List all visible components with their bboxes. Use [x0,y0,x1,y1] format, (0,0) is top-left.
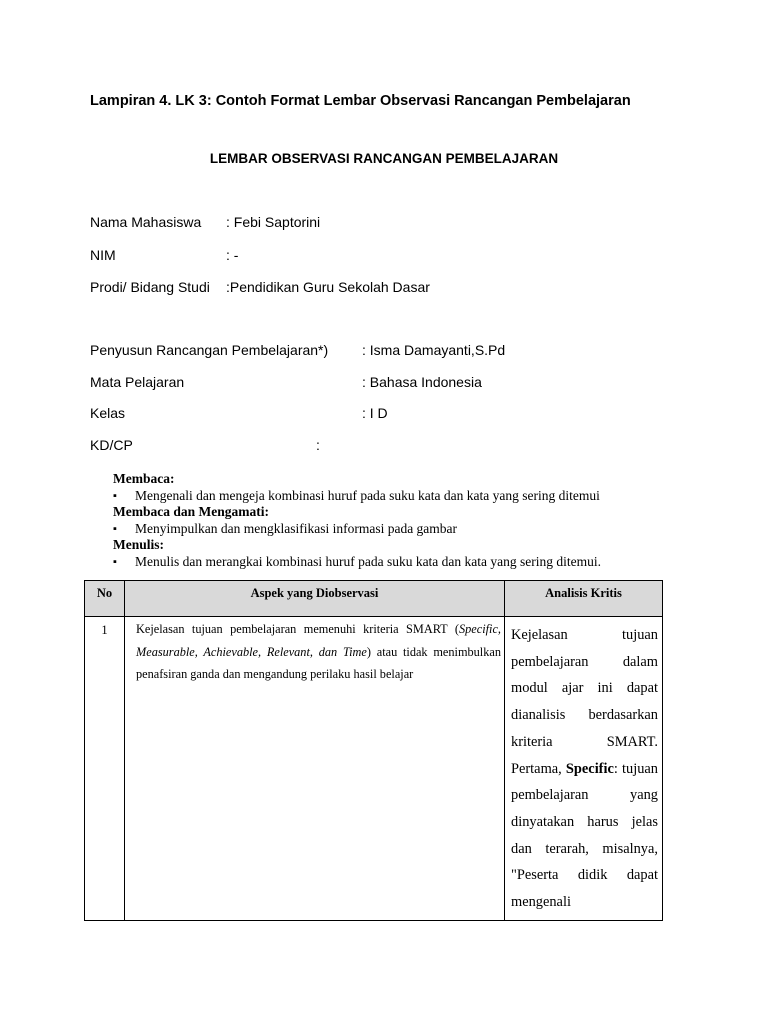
nim-value: : - [226,247,239,263]
aspek-cell [125,617,505,921]
cp-item: ▪ Menyimpulkan dan mengklasifikasi informasi pada gambar [113,521,601,538]
analisis-text: Kejelasan tujuan pembelajaran dalam modul ajar ini dapat dianalisis berdasarkan kriteria SMART. Pertama, [511,627,658,777]
cp-heading: Menulis: [113,537,165,552]
prodi-value: :Pendidikan Guru Sekolah Dasar [226,279,430,295]
observation-table [84,580,663,921]
column-header-analisis: Analisis Kritis [505,581,663,617]
cp-heading: Membaca: [113,471,175,486]
smart-criteria: Specific, Measurable, Achievable, Relevant, dan Time [136,622,501,659]
nama-label: Nama Mahasiswa [90,214,202,230]
table-header-row [85,581,663,617]
analisis-cell [505,617,663,921]
column-header-aspek: Aspek yang Diobservasi [125,581,505,617]
nama-value: : Febi Saptorini [226,214,321,230]
kdcp-label: KD/CP [90,437,133,453]
cp-item: ▪ Menulis dan merangkai kombinasi huruf pada suku kata dan kata yang sering ditemui. [113,554,601,571]
table-row [85,617,663,921]
row-number: 1 [85,617,125,921]
document-title: Lampiran 4. LK 3: Contoh Format Lembar Observasi Rancangan Pembelajaran [90,93,631,109]
form-title: LEMBAR OBSERVASI RANCANGAN PEMBELAJARAN [209,151,559,166]
column-header-no: No [85,581,125,617]
kdcp-value: : [316,437,320,453]
penyusun-value: : Isma Damayanti,S.Pd [362,342,506,358]
nim-label: NIM [90,247,116,263]
kd-cp-list [113,471,601,570]
kelas-label: Kelas [90,405,126,421]
analisis-keyword: Specific [565,760,614,777]
cp-item: ▪ Mengenali dan mengeja kombinasi huruf pada suku kata dan kata yang sering ditemui [113,488,601,505]
penyusun-label: Penyusun Rancangan Pembelajaran*) [90,342,329,358]
aspek-text-rest: ) atau tidak menimbulkan penafsiran ganda dan mengandung perilaku hasil belajar [136,644,501,682]
aspek-text: Kejelasan tujuan pembelajaran memenuhi kriteria SMART ( [136,622,459,636]
prodi-label: Prodi/ Bidang Studi [90,279,210,295]
kelas-value: : I D [362,405,388,421]
mapel-label: Mata Pelajaran [90,374,185,390]
cp-heading: Membaca dan Mengamati: [113,504,269,519]
mapel-value: : Bahasa Indonesia [362,374,482,390]
analisis-text-rest: : tujuan pembelajaran yang dinyatakan harus jelas dan terarah, misalnya, "Peserta didik dapat mengenali [511,760,658,911]
